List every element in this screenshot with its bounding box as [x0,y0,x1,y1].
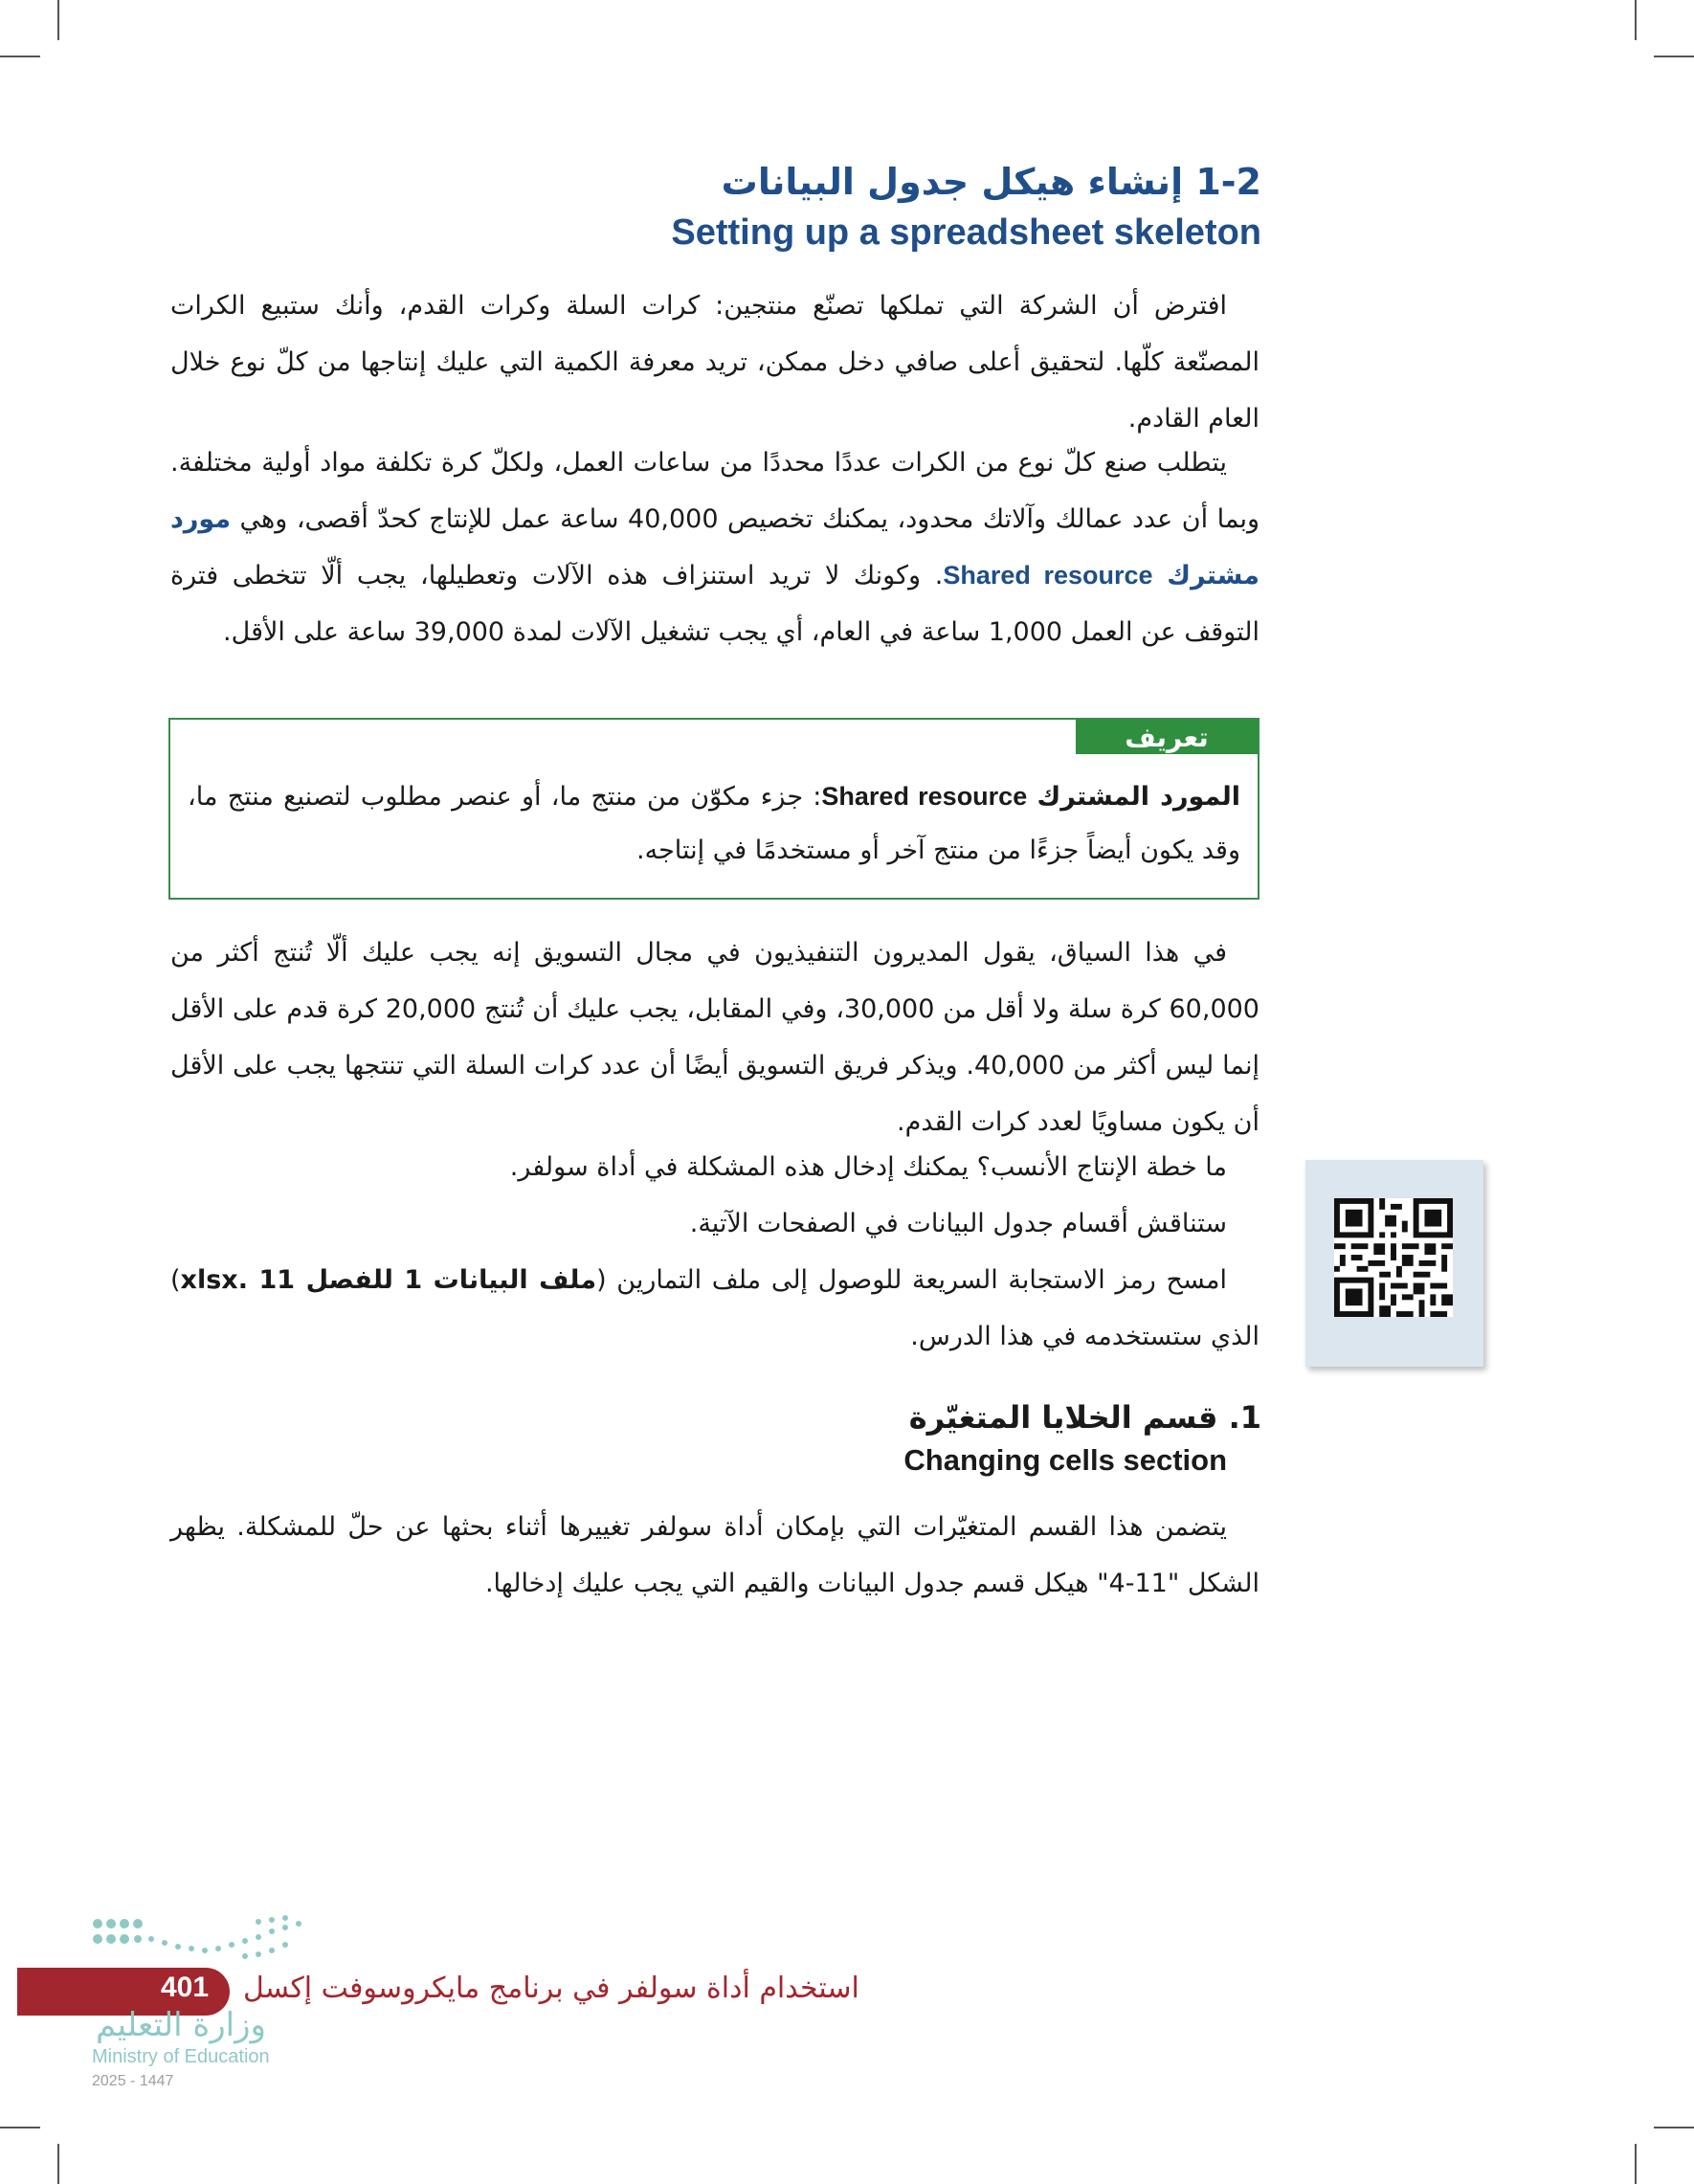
paragraph-qr: امسح رمز الاستجابة السريعة للوصول إلى ملف التمارين (ملف البيانات 1 للفصل 11 .xlsx) الذي ستستخدمه في هذا الدرس. [170,1265,1259,1351]
crop-mark [1635,0,1637,40]
crop-mark [1635,2144,1637,2184]
ministry-name-english: Ministry of Education [92,2046,270,2067]
definition-term-english: Shared resource [821,782,1028,811]
qr-code-icon[interactable] [1334,1198,1453,1317]
definition-text: المورد المشترك Shared resource: جزء مكوّن من منتج ما، أو عنصر مطلوب لتصنيع منتج ما، وقد يكون أيضاً جزءًا من منتج آخر أو مستخدمًا في إنتاجه. [188,782,1240,865]
definition-box [168,718,1259,900]
keyword-english: Shared resource [943,561,1153,590]
section-heading-arabic: 1-2 إنشاء هيكل جدول البيانات [721,161,1261,203]
ministry-logo-dots-icon [92,1914,322,1972]
paragraph-changing-cells: يتضمن هذا القسم المتغيّرات التي بإمكان أداة سولفر تغييرها أثناء بحثها عن حلّ للمشكلة. يظهر الشكل "11-4" هيكل قسم جدول البيانات والقيم التي يجب عليك إدخالها. [170,1512,1259,1598]
edition-year: 2025 - 1447 [92,2073,174,2089]
paragraph-sections: ستناقش أقسام جدول البيانات في الصفحات الآتية. [689,1209,1227,1238]
crop-mark [57,2144,59,2184]
paragraph-question: ما خطة الإنتاج الأنسب؟ يمكنك إدخال هذه المشكلة في أداة سولفر. [509,1152,1227,1182]
crop-mark [1654,56,1694,57]
keyword-arabic: مورد مشترك [170,504,1259,591]
section-heading-english: Setting up a spreadsheet skeleton [671,212,1261,253]
ministry-name-arabic: وزارة التعليم [96,2006,266,2044]
crop-mark [57,0,59,40]
paragraph-shared-resource: يتطلب صنع كلّ نوع من الكرات عددًا محددًا من ساعات العمل، ولكلّ كرة تكلفة مواد أولية مختلفة. وبما أن عدد عمالك وآلاتك محدود، يمكنك تخصيص 40,000 ساعة عمل للإنتاج كحدّ أقصى، وهي مورد مشترك Shared resource. وكونك لا تريد استنزاف هذه الآلات وتعطيلها، يجب ألّا تتخطى فترة التوقف عن العمل 1,000 ساعة في العام، أي يجب تشغيل الآلات لمدة 39,000 ساعة على الأقل. [170,448,1259,647]
exercise-file-name: ملف البيانات 1 للفصل 11 .xlsx [180,1265,597,1295]
paragraph-intro: افترض أن الشركة التي تملكها تصنّع منتجين: كرات السلة وكرات القدم، وأنك ستبيع الكرات المصنّعة كلّها. لتحقيق أعلى صافي دخل ممكن، تريد معرفة الكمية التي عليك إنتاجها من كلّ نوع خلال العام القادم. [170,291,1259,434]
crop-mark [1654,2127,1694,2128]
definition-tab: تعريف [1076,720,1258,754]
footer-chapter-title: استخدام أداة سولفر في برنامج مايكروسوفت إكسل [243,1972,859,2005]
definition-term-arabic: المورد المشترك [1036,782,1240,812]
crop-mark [0,2127,40,2128]
paragraph-marketing: في هذا السياق، يقول المديرون التنفيذيون في مجال التسويق إنه يجب عليك ألّا تُنتج أكثر من 60,000 كرة سلة ولا أقل من 30,000، وفي المقابل، يجب عليك أن تُنتج 20,000 كرة قدم على الأقل إنما ليس أكثر من 40,000. ويذكر فريق التسويق أيضًا أن عدد كرات السلة التي تنتجها يجب على الأقل أن يكون مساويًا لعدد كرات القدم. [170,938,1259,1137]
subsection-heading-english: Changing cells section [903,1443,1227,1477]
page-number: 401 [161,1972,210,2003]
crop-mark [0,56,40,57]
subsection-heading-arabic: 1. قسم الخلايا المتغيّرة [908,1399,1261,1436]
qr-card[interactable] [1305,1160,1483,1367]
